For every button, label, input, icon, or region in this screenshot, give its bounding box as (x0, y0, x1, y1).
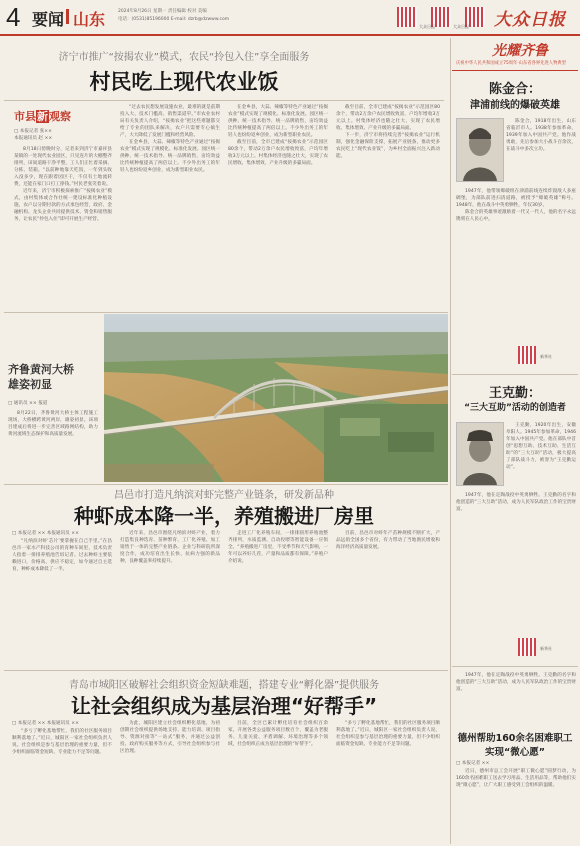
qr-code-1[interactable] (397, 7, 417, 27)
top-story-para: 近年来，济宁市积极探索推广“按揭农业”模式，由村集体或合作社统一建设标准化种植设施，农户以分期付款的方式承包经营，政府、金融机构、龙头企业共同提供技术、资金和销售服务，让农民“拎包入住”即可开展生产经营。 (14, 189, 112, 222)
top-story-byline-2: 本报通讯员 赵 ×× (14, 136, 53, 141)
person-rule (452, 374, 578, 375)
mid-story-col-2: 近年来，昌邑市围绕凡纳滨对虾产业，着力打造集良种选育、苗种繁育、工厂化养殖、加工销售于一体的完整产业链条。企业与科研院所深度合作，成功培育出生长快、抗病力强的新品种，良种覆盖率持续提升。 (120, 531, 220, 564)
photo-rule-top (4, 312, 448, 313)
mid-story (4, 486, 448, 672)
column-divider (450, 38, 451, 844)
bottom-story-col-4: “多亏了孵化基地帮忙，我们的社区服务项目顺利落地了。”近日，城阳区一家社会组织负责人说。社会组织是参与基层治理的重要力量，但不少组织面临资金短缺、专业能力不足等问题。 (336, 721, 440, 747)
section-divider (66, 9, 69, 24)
photo-caption-title-line-1: 齐鲁黄河大桥 (8, 363, 74, 376)
person2-qr-code[interactable] (518, 638, 536, 656)
header-meta-date: 2024年8月26日 星期一 责任编辑 校对 美编 (118, 9, 207, 14)
aside-rule (452, 666, 578, 667)
top-story-col-2 (120, 104, 220, 308)
photo-rule-bottom (4, 484, 448, 485)
photo-caption-byline: □ 通讯员 ×× 报道 (8, 401, 48, 406)
bottom-story-col-3: 目前，全区已累计孵化培育社会组织百余家，开展各类公益服务项目数百个，覆盖为老服务、儿童关爱、矛盾调解、环境治理等多个领域，社会组织正成为基层治理的“好帮手”。 (228, 721, 328, 747)
person2-bio-col-1: 王克勤，1920年出生，安徽阜阳人。1945年参加革命，1946年加入中国共产党。他在部队中首创“思想互助、技术互助、生活互助”的“三大互助”活动，极大提高了部队战斗力，被誉为“王克勤运动”。 (506, 423, 576, 470)
bridge-aerial-photo[interactable] (104, 314, 448, 482)
mid-story-col-1: “凡纳滨对虾‘芯片’要掌握在自己手里。”在昌邑市一家水产科技公司的育种车间里，技术负责人指着一排排养殖池告诉记者。过去种虾主要依赖进口，价格高、供应不稳定，如今通过自主选育，种虾成本降低了一半。 (12, 539, 112, 572)
top-story-col-3 (228, 104, 328, 308)
mid-story-rule (4, 670, 448, 671)
header-meta-contact: 电话：(0531)85196000 E-mail: dzrb@dzwww.com (118, 17, 230, 22)
person1-portrait (456, 118, 504, 182)
person1-bio-col-1: 陈金合，1918年出生，山东省临沂市人。1938年参加革命，1939年加入中国共产党。他作战勇敢，先后参加大小战斗百余次，在战斗中多次立功。 (506, 119, 576, 152)
top-story-para: 截至目前，全市已建成“按揭农业”示范园区80余个，带动2万余户农民增收致富，户均年增收3万元以上。村集体经济也随之壮大，实现了农民增收、集体增效、产业升级的多赢局面。 (228, 140, 328, 166)
photo-caption-text: 8月22日，齐鲁黄河大桥主体工程施工现场，大桥横跨黄河两岸，雄姿初显。该项目建成后将进一步完善区域路网结构，助力黄河流域生态保护和高质量发展。 (8, 411, 98, 437)
top-story-para: 在金乡县，大蒜、辣椒等特色产业通过“按揭农业”模式实现了规模化、标准化发展。园区统一供种、统一技术指导、统一品牌销售，亩均效益比传统种植提高了两倍以上。不少外出务工的年轻人也纷纷返乡创业，成为新型职业农民。 (228, 105, 328, 138)
mid-story-col-4: 目前，昌邑市对虾年产苗种规模不断扩大，产品远销全国多个省份，有力带动了当地渔民增收和海洋经济高质量发展。 (336, 531, 440, 550)
bridge-photo-illustration (104, 314, 448, 482)
mid-story-col-3: 走进工厂化养殖车间，一排排圆形养殖池整齐排列，水质监测、自动投喂等智能设备一应俱全。“养殖搬进厂房里，不受季节和天气影响，一年可以养好几茬，产量和品质都有保障。”养殖户介绍说。 (228, 531, 328, 564)
top-story-col-1 (14, 146, 112, 308)
bottom-story-col-1: “多亏了孵化基地帮忙，我们的社区服务项目顺利落地了。”近日，城阳区一家社会组织负责人说。社会组织是参与基层治理的重要力量，但不少组织面临资金短缺、专业能力不足等问题。 (12, 729, 112, 755)
top-story-col-4 (336, 104, 440, 308)
person1-qr-code[interactable] (518, 346, 536, 364)
section-label: 要闻 (32, 10, 65, 29)
right-column (452, 38, 578, 846)
top-story-para: 下一步，济宁市将持续完善“按揭农业”运行机制，强化金融保险支撑，拓展产业链条，推动更多农民吃上“现代农业饭”，为乡村全面振兴注入新动能。 (336, 133, 440, 159)
section-region: 山东 (73, 10, 106, 29)
page-header (0, 0, 580, 38)
photo-block (4, 314, 448, 482)
top-story-para: 8月18日傍晚时分，记者来到济宁市嘉祥县某镇的一处现代农业园区，只见连片的大棚整齐排列，田间道路干净平整，工人们正忙着采摘、分拣、装箱。“以前种地靠天吃饭，一年到头收入没多少，现在跟着园区干，不仅有土地流转费，还能在家门口打工挣钱。”村民老张笑着说。 (14, 147, 112, 187)
qr-label-2: 大众日报 (453, 24, 469, 29)
aside-headline-line-1[interactable]: 德州帮助160余名困难职工 (457, 733, 573, 744)
person2-title[interactable]: “三大互助”活动的创造者 (464, 403, 566, 413)
masthead-logo: 大众日报 (494, 10, 566, 30)
column-badge (14, 108, 71, 124)
qr-label-1: 大众日报 (419, 24, 435, 29)
person1-source: 新华社 (540, 354, 552, 359)
page-number: 4 (6, 2, 21, 32)
person2-portrait (456, 422, 504, 486)
person2-bio-col-2: 1947年，他在定陶战役中英勇牺牲。王克勤的名字和他创造的“三大互助”活动，成为人民军队政治工作的宝贵财富。 (456, 493, 576, 512)
person1-title[interactable]: 津浦前线的爆破英雄 (470, 100, 560, 111)
column-badge-box: 新 (37, 110, 48, 123)
bottom-story-headline[interactable]: 让社会组织成为基层治理“好帮手” (70, 694, 378, 718)
person1-name: 陈金合： (488, 82, 541, 97)
column-badge-suffix: 观察 (49, 110, 71, 123)
banner-title: 光耀齐鲁 (492, 43, 548, 59)
column-badge-prefix: 市县 (14, 110, 36, 123)
mid-story-byline: □ 本报记者 ×× 本报通讯员 ×× (12, 531, 79, 536)
banner-rule (452, 70, 578, 71)
top-story-kicker: 济宁市推广“按揭农业”模式，农民“拎包入住”享全面服务 (58, 52, 310, 63)
bottom-story-col-2: 为此，城阳区建立社会组织孵化基地，为初创期社会组织提供场地支持、能力培训、项目指导、资源对接等“一站式”服务，并通过公益创投、政府购买服务等方式，引导社会组织参与社区治理。 (120, 721, 220, 754)
top-story-para: “过去农民想发展设施农业，最难的就是前期投入大、技术门槛高、销售渠道窄。”市农业农村局有关负责人介绍，“按揭农业”把这些难题都交给了专业的团队来解决，农户只需要专心搞生产，大大降低了发展门槛和经营风险。 (120, 105, 220, 138)
top-story-para: 截至目前，全市已建成“按揭农业”示范园区80余个，带动2万余户农民增收致富，户均年增收3万元以上。村集体经济也随之壮大，实现了农民增收、集体增效、产业升级的多赢局面。 (336, 105, 440, 131)
mid-story-headline[interactable]: 种虾成本降一半，养殖搬进厂房里 (74, 504, 374, 528)
top-story-rule (4, 100, 444, 101)
aside-body: 近日，德州市总工会开展“职工微心愿”圆梦行动，为160余名困难职工送去学习用品、生活用品等，帮助他们实现“微心愿”，让广大职工感受到工会组织的温暖。 (456, 769, 576, 788)
bottom-story (4, 674, 448, 844)
photo-caption-title-line-2: 雄姿初显 (8, 378, 52, 391)
mid-story-kicker: 昌邑市打造凡纳滨对虾完整产业链条，研发新品种 (114, 490, 334, 501)
person1-bio-col-2: 1947年，他带领爆破组在津浦前线连续炸毁敌人多座碉堡，为部队前进扫清道路，被授予“爆破英雄”称号。1948年，他在战斗中英勇牺牲，年仅30岁。 陈金合的英雄事迹激励着一代又一代人，他的名字永远镌刻在人民心中。 (456, 189, 576, 222)
aside-byline: □ 本报记者 ×× (456, 761, 490, 766)
aside-headline-line-2[interactable]: 实现“微心愿” (485, 747, 545, 758)
banner-subtitle: 庆祝中华人民共和国成立75周年·山东省各界先进人物典型 (456, 61, 566, 66)
top-story (4, 38, 448, 312)
top-story-byline-1: □ 本报记者 张×× (14, 129, 52, 134)
person2-name: 王克勤： (488, 386, 541, 401)
header-rule (0, 34, 580, 36)
person2-bio-tail: 1947年，他在定陶战役中英勇牺牲。王克勤的名字和他创造的“三大互助”活动，成为人民军队政治工作的宝贵财富。 (456, 673, 576, 692)
top-story-headline[interactable]: 村民吃上现代农业饭 (89, 70, 279, 94)
bottom-story-kicker: 青岛市城阳区破解社会组织资金短缺难题，搭建专业“孵化器”提供服务 (68, 680, 380, 691)
person2-source: 新华社 (540, 646, 552, 651)
top-story-para: 在金乡县，大蒜、辣椒等特色产业通过“按揭农业”模式实现了规模化、标准化发展。园区统一供种、统一技术指导、统一品牌销售，亩均效益比传统种植提高了两倍以上。不少外出务工的年轻人也纷纷返乡创业，成为新型职业农民。 (120, 140, 220, 173)
photo-caption-title (8, 362, 98, 392)
bottom-story-byline: □ 本报记者 ×× 本报通讯员 ×× (12, 721, 79, 726)
